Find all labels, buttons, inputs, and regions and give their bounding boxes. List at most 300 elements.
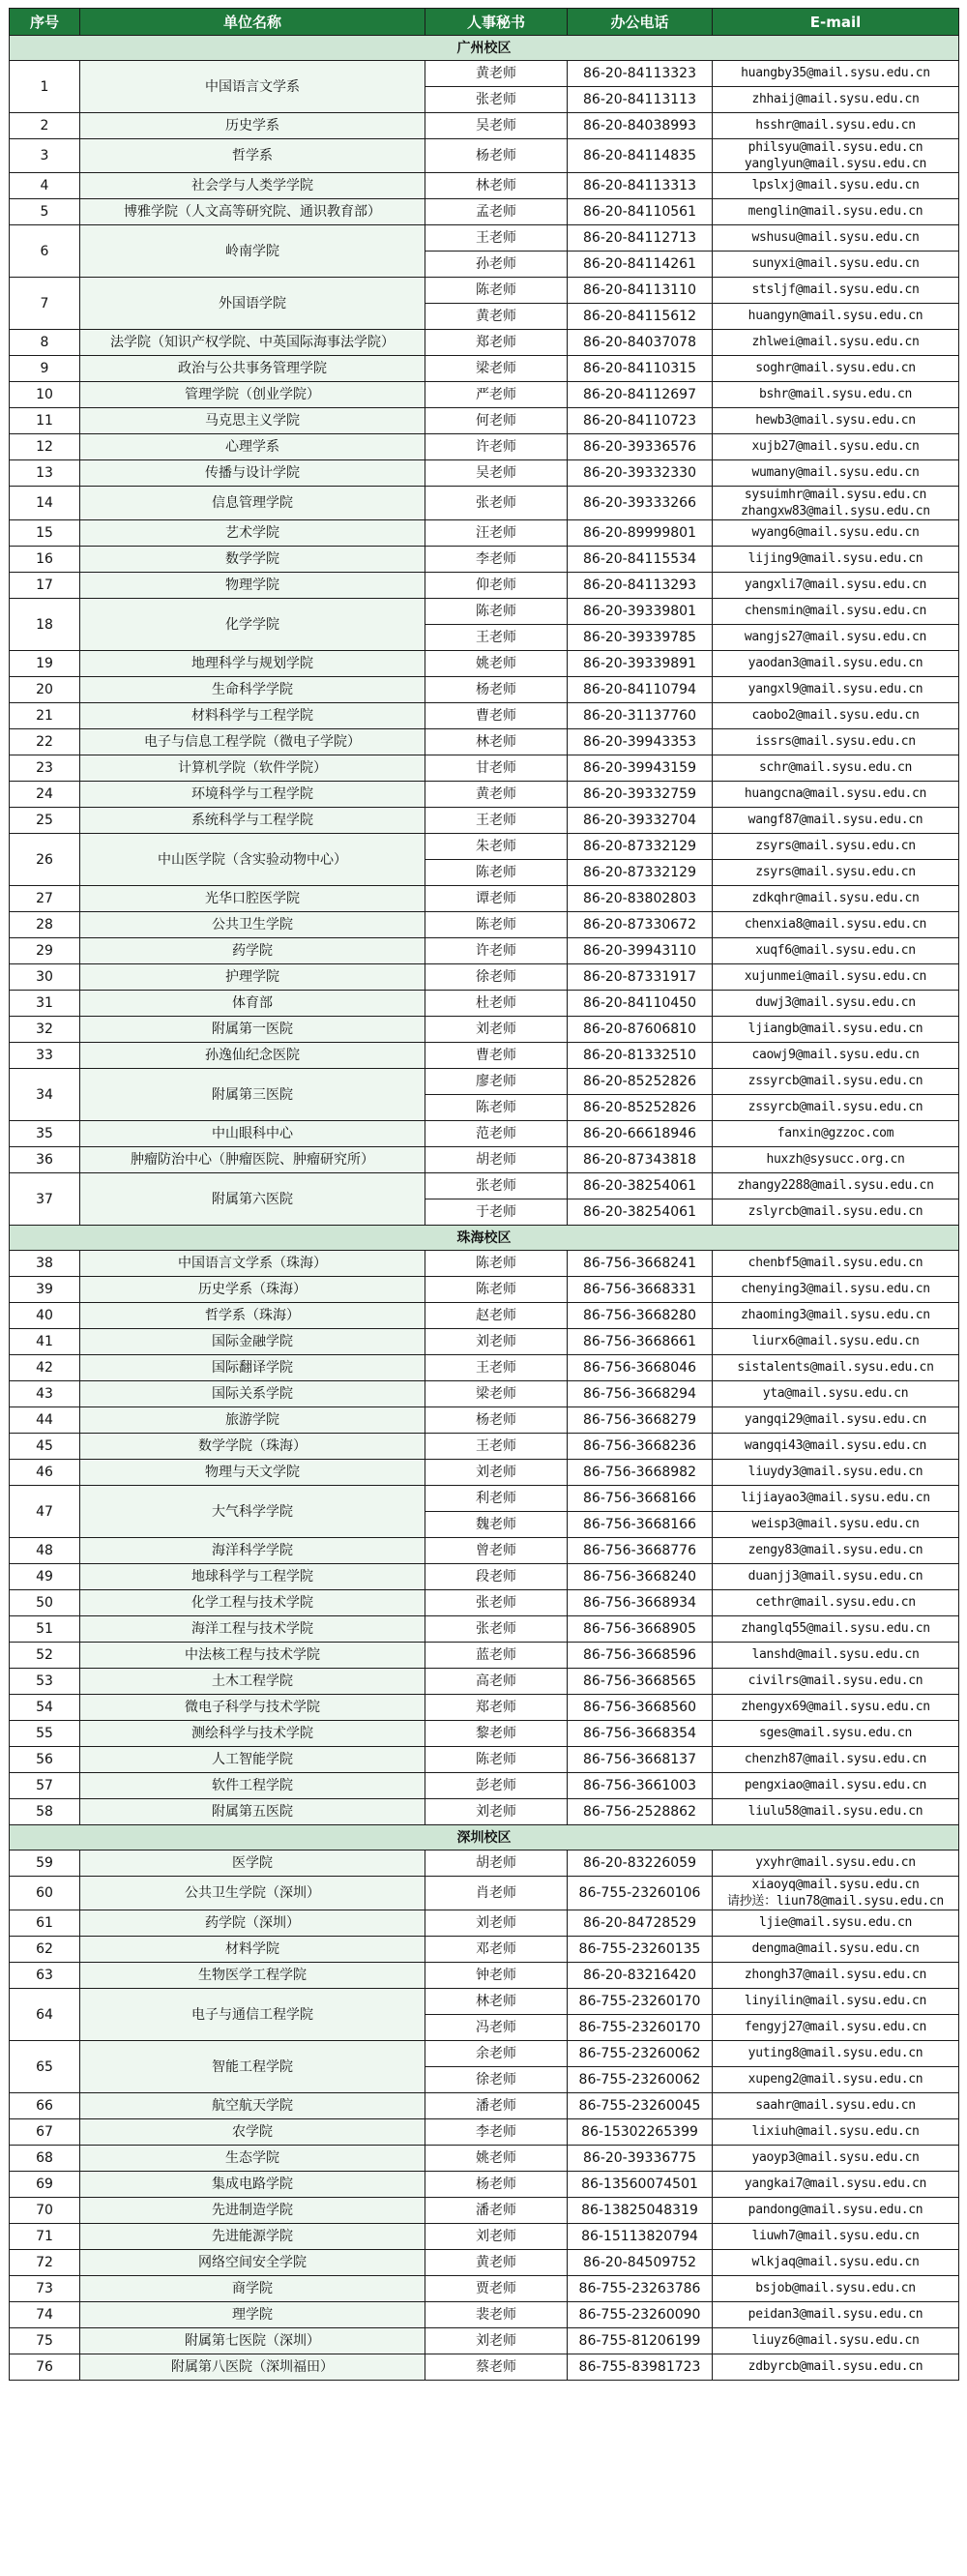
office-phone: 86-756-3668166 bbox=[568, 1512, 713, 1538]
email-address[interactable]: issrs@mail.sysu.edu.cn bbox=[713, 729, 959, 755]
hr-secretary: 刘老师 bbox=[425, 1799, 568, 1825]
row-number: 64 bbox=[10, 1989, 80, 2041]
unit-name: 商学院 bbox=[80, 2276, 425, 2302]
hr-secretary: 钟老师 bbox=[425, 1963, 568, 1989]
email-address[interactable]: lixiuh@mail.sysu.edu.cn bbox=[713, 2119, 959, 2146]
email-address[interactable]: wumany@mail.sysu.edu.cn bbox=[713, 460, 959, 487]
email-address[interactable]: zhaoming3@mail.sysu.edu.cn bbox=[713, 1303, 959, 1329]
unit-name: 哲学系（珠海） bbox=[80, 1303, 425, 1329]
email-address[interactable]: hsshr@mail.sysu.edu.cn bbox=[713, 113, 959, 139]
table-row bbox=[10, 1989, 959, 2015]
office-phone: 86-756-2528862 bbox=[568, 1799, 713, 1825]
email-address[interactable]: liuydy3@mail.sysu.edu.cn bbox=[713, 1460, 959, 1486]
email-address[interactable]: huangcna@mail.sysu.edu.cn bbox=[713, 782, 959, 808]
email-address[interactable]: chenxia8@mail.sysu.edu.cn bbox=[713, 912, 959, 938]
email-address[interactable]: lpslxj@mail.sysu.edu.cn bbox=[713, 173, 959, 199]
office-phone: 86-756-3668166 bbox=[568, 1486, 713, 1512]
row-number: 58 bbox=[10, 1799, 80, 1825]
office-phone: 86-756-3668560 bbox=[568, 1695, 713, 1721]
table-row bbox=[10, 460, 959, 487]
table-row bbox=[10, 2224, 959, 2250]
table-row bbox=[10, 1017, 959, 1043]
office-phone: 86-756-3668240 bbox=[568, 1564, 713, 1590]
email-address[interactable]: saahr@mail.sysu.edu.cn bbox=[713, 2093, 959, 2119]
hr-secretary: 林老师 bbox=[425, 1989, 568, 2015]
hr-secretary: 陈老师 bbox=[425, 912, 568, 938]
email-address-line: yanglyun@mail.sysu.edu.cn bbox=[744, 157, 927, 171]
email-address[interactable]: hewb3@mail.sysu.edu.cn bbox=[713, 408, 959, 434]
email-address[interactable]: yangkai7@mail.sysu.edu.cn bbox=[713, 2172, 959, 2198]
row-number: 2 bbox=[10, 113, 80, 139]
office-phone: 86-20-87332129 bbox=[568, 860, 713, 886]
email-address[interactable]: zhhaij@mail.sysu.edu.cn bbox=[713, 87, 959, 113]
unit-name: 环境科学与工程学院 bbox=[80, 782, 425, 808]
row-number: 42 bbox=[10, 1355, 80, 1381]
header-email: E-mail bbox=[713, 9, 959, 36]
hr-secretary: 郑老师 bbox=[425, 1695, 568, 1721]
row-number: 55 bbox=[10, 1721, 80, 1747]
unit-name: 管理学院（创业学院） bbox=[80, 382, 425, 408]
contacts-table bbox=[9, 8, 959, 2381]
row-number: 17 bbox=[10, 573, 80, 599]
table-row bbox=[10, 886, 959, 912]
email-address[interactable]: peidan3@mail.sysu.edu.cn bbox=[713, 2302, 959, 2328]
table-row bbox=[10, 1851, 959, 1877]
office-phone: 86-20-84115612 bbox=[568, 304, 713, 330]
email-address[interactable]: lijing9@mail.sysu.edu.cn bbox=[713, 547, 959, 573]
office-phone: 86-20-83802803 bbox=[568, 886, 713, 912]
email-address[interactable]: zhengyx69@mail.sysu.edu.cn bbox=[713, 1695, 959, 1721]
email-address[interactable]: fanxin@gzzoc.com bbox=[713, 1121, 959, 1147]
unit-name: 材料科学与工程学院 bbox=[80, 703, 425, 729]
hr-secretary: 刘老师 bbox=[425, 1329, 568, 1355]
office-phone: 86-20-38254061 bbox=[568, 1199, 713, 1226]
table-row bbox=[10, 2146, 959, 2172]
email-address[interactable]: wshusu@mail.sysu.edu.cn bbox=[713, 225, 959, 252]
hr-secretary: 王老师 bbox=[425, 1434, 568, 1460]
email-address[interactable]: zhanglq55@mail.sysu.edu.cn bbox=[713, 1616, 959, 1643]
hr-secretary: 刘老师 bbox=[425, 2224, 568, 2250]
table-row bbox=[10, 703, 959, 729]
email-address[interactable]: huangby35@mail.sysu.edu.cn bbox=[713, 61, 959, 87]
email-address[interactable]: liulu58@mail.sysu.edu.cn bbox=[713, 1799, 959, 1825]
hr-secretary: 吴老师 bbox=[425, 460, 568, 487]
hr-secretary: 陈老师 bbox=[425, 1251, 568, 1277]
table-row bbox=[10, 173, 959, 199]
unit-name: 国际金融学院 bbox=[80, 1329, 425, 1355]
office-phone: 86-20-87331917 bbox=[568, 964, 713, 991]
office-phone: 86-756-3661003 bbox=[568, 1773, 713, 1799]
email-address[interactable]: wangqi43@mail.sysu.edu.cn bbox=[713, 1434, 959, 1460]
unit-name: 孙逸仙纪念医院 bbox=[80, 1043, 425, 1069]
header-no: 序号 bbox=[10, 9, 80, 36]
email-address[interactable]: caobo2@mail.sysu.edu.cn bbox=[713, 703, 959, 729]
hr-secretary: 杜老师 bbox=[425, 991, 568, 1017]
row-number: 70 bbox=[10, 2198, 80, 2224]
email-address[interactable]: zengy83@mail.sysu.edu.cn bbox=[713, 1538, 959, 1564]
hr-secretary: 胡老师 bbox=[425, 1147, 568, 1173]
table-row bbox=[10, 1937, 959, 1963]
table-row bbox=[10, 1747, 959, 1773]
row-number: 60 bbox=[10, 1877, 80, 1910]
unit-name: 中国语言文学系 bbox=[80, 61, 425, 113]
email-address-line: 请抄送：liun78@mail.sysu.edu.cn bbox=[727, 1894, 944, 1909]
table-row bbox=[10, 2198, 959, 2224]
office-phone: 86-755-83981723 bbox=[568, 2354, 713, 2381]
table-row bbox=[10, 573, 959, 599]
hr-secretary: 曹老师 bbox=[425, 703, 568, 729]
unit-name: 土木工程学院 bbox=[80, 1669, 425, 1695]
row-number: 26 bbox=[10, 834, 80, 886]
office-phone: 86-20-84113313 bbox=[568, 173, 713, 199]
table-row bbox=[10, 755, 959, 782]
section-row bbox=[10, 1825, 959, 1851]
email-address[interactable]: yaodan3@mail.sysu.edu.cn bbox=[713, 651, 959, 677]
unit-name: 历史学系 bbox=[80, 113, 425, 139]
email-address[interactable]: zhongh37@mail.sysu.edu.cn bbox=[713, 1963, 959, 1989]
hr-secretary: 王老师 bbox=[425, 1355, 568, 1381]
email-address[interactable]: stsljf@mail.sysu.edu.cn bbox=[713, 278, 959, 304]
email-address[interactable]: pengxiao@mail.sysu.edu.cn bbox=[713, 1773, 959, 1799]
email-address[interactable]: liurx6@mail.sysu.edu.cn bbox=[713, 1329, 959, 1355]
hr-secretary: 黄老师 bbox=[425, 304, 568, 330]
table-row bbox=[10, 677, 959, 703]
row-number: 73 bbox=[10, 2276, 80, 2302]
office-phone: 86-20-85252826 bbox=[568, 1095, 713, 1121]
email-address[interactable]: schr@mail.sysu.edu.cn bbox=[713, 755, 959, 782]
hr-secretary: 孟老师 bbox=[425, 199, 568, 225]
email-address[interactable]: ljiangb@mail.sysu.edu.cn bbox=[713, 1017, 959, 1043]
hr-secretary: 曹老师 bbox=[425, 1043, 568, 1069]
row-number: 34 bbox=[10, 1069, 80, 1121]
table-row bbox=[10, 330, 959, 356]
email-address[interactable]: yta@mail.sysu.edu.cn bbox=[713, 1381, 959, 1407]
office-phone: 86-755-23260170 bbox=[568, 2015, 713, 2041]
row-number: 57 bbox=[10, 1773, 80, 1799]
unit-name: 岭南学院 bbox=[80, 225, 425, 278]
hr-secretary: 甘老师 bbox=[425, 755, 568, 782]
email-address[interactable]: zssyrcb@mail.sysu.edu.cn bbox=[713, 1095, 959, 1121]
row-number: 8 bbox=[10, 330, 80, 356]
hr-secretary: 蔡老师 bbox=[425, 2354, 568, 2381]
hr-secretary: 利老师 bbox=[425, 1486, 568, 1512]
row-number: 25 bbox=[10, 808, 80, 834]
email-address[interactable]: caowj9@mail.sysu.edu.cn bbox=[713, 1043, 959, 1069]
row-number: 51 bbox=[10, 1616, 80, 1643]
email-address[interactable]: sges@mail.sysu.edu.cn bbox=[713, 1721, 959, 1747]
hr-secretary: 吴老师 bbox=[425, 113, 568, 139]
section-row bbox=[10, 1226, 959, 1251]
row-number: 29 bbox=[10, 938, 80, 964]
email-address[interactable]: duanjj3@mail.sysu.edu.cn bbox=[713, 1564, 959, 1590]
table-row bbox=[10, 2276, 959, 2302]
email-address[interactable] bbox=[713, 139, 959, 173]
office-phone: 86-756-3668776 bbox=[568, 1538, 713, 1564]
table-row bbox=[10, 2172, 959, 2198]
email-address[interactable]: soghr@mail.sysu.edu.cn bbox=[713, 356, 959, 382]
row-number: 27 bbox=[10, 886, 80, 912]
email-address[interactable]: liuyz6@mail.sysu.edu.cn bbox=[713, 2328, 959, 2354]
row-number: 54 bbox=[10, 1695, 80, 1721]
email-address[interactable]: xujunmei@mail.sysu.edu.cn bbox=[713, 964, 959, 991]
email-address[interactable]: linyilin@mail.sysu.edu.cn bbox=[713, 1989, 959, 2015]
office-phone: 86-756-3668982 bbox=[568, 1460, 713, 1486]
office-phone: 86-20-85252826 bbox=[568, 1069, 713, 1095]
hr-secretary: 黄老师 bbox=[425, 782, 568, 808]
email-address[interactable]: ljie@mail.sysu.edu.cn bbox=[713, 1910, 959, 1937]
office-phone: 86-755-23260062 bbox=[568, 2067, 713, 2093]
row-number: 19 bbox=[10, 651, 80, 677]
table-row bbox=[10, 487, 959, 520]
hr-secretary: 杨老师 bbox=[425, 139, 568, 173]
email-address[interactable]: zsyrs@mail.sysu.edu.cn bbox=[713, 834, 959, 860]
hr-secretary: 潘老师 bbox=[425, 2198, 568, 2224]
header-office-phone: 办公电话 bbox=[568, 9, 713, 36]
office-phone: 86-20-39339785 bbox=[568, 625, 713, 651]
office-phone: 86-20-66618946 bbox=[568, 1121, 713, 1147]
row-number: 33 bbox=[10, 1043, 80, 1069]
unit-name: 数学学院 bbox=[80, 547, 425, 573]
table-row bbox=[10, 912, 959, 938]
email-address[interactable] bbox=[713, 487, 959, 520]
office-phone: 86-20-84114261 bbox=[568, 252, 713, 278]
hr-secretary: 王老师 bbox=[425, 225, 568, 252]
row-number: 38 bbox=[10, 1251, 80, 1277]
office-phone: 86-20-89999801 bbox=[568, 520, 713, 547]
email-address[interactable]: chenying3@mail.sysu.edu.cn bbox=[713, 1277, 959, 1303]
email-address[interactable]: cethr@mail.sysu.edu.cn bbox=[713, 1590, 959, 1616]
office-phone: 86-20-84509752 bbox=[568, 2250, 713, 2276]
office-phone: 86-20-39943353 bbox=[568, 729, 713, 755]
email-address[interactable]: wangjs27@mail.sysu.edu.cn bbox=[713, 625, 959, 651]
unit-name: 附属第八医院（深圳福田） bbox=[80, 2354, 425, 2381]
email-address[interactable]: xuqf6@mail.sysu.edu.cn bbox=[713, 938, 959, 964]
email-address[interactable]: huxzh@sysucc.org.cn bbox=[713, 1147, 959, 1173]
email-address[interactable]: menglin@mail.sysu.edu.cn bbox=[713, 199, 959, 225]
hr-secretary: 曾老师 bbox=[425, 1538, 568, 1564]
unit-name: 大气科学学院 bbox=[80, 1486, 425, 1538]
email-address[interactable]: chensmin@mail.sysu.edu.cn bbox=[713, 599, 959, 625]
hr-secretary: 姚老师 bbox=[425, 2146, 568, 2172]
row-number: 18 bbox=[10, 599, 80, 651]
table-row bbox=[10, 2328, 959, 2354]
office-phone: 86-756-3668280 bbox=[568, 1303, 713, 1329]
email-address[interactable]: zsyrs@mail.sysu.edu.cn bbox=[713, 860, 959, 886]
unit-name: 法学院（知识产权学院、中英国际海事法学院） bbox=[80, 330, 425, 356]
unit-name: 附属第五医院 bbox=[80, 1799, 425, 1825]
email-address[interactable]: bsjob@mail.sysu.edu.cn bbox=[713, 2276, 959, 2302]
row-number: 66 bbox=[10, 2093, 80, 2119]
hr-secretary: 邓老师 bbox=[425, 1937, 568, 1963]
email-address[interactable]: zdbyrcb@mail.sysu.edu.cn bbox=[713, 2354, 959, 2381]
row-number: 75 bbox=[10, 2328, 80, 2354]
table-body bbox=[10, 36, 959, 2381]
table-row bbox=[10, 599, 959, 625]
unit-name: 肿瘤防治中心（肿瘤医院、肿瘤研究所） bbox=[80, 1147, 425, 1173]
hr-secretary: 陈老师 bbox=[425, 1277, 568, 1303]
hr-secretary: 范老师 bbox=[425, 1121, 568, 1147]
hr-secretary: 黄老师 bbox=[425, 2250, 568, 2276]
email-address[interactable]: pandong@mail.sysu.edu.cn bbox=[713, 2198, 959, 2224]
email-address[interactable]: sunyxi@mail.sysu.edu.cn bbox=[713, 252, 959, 278]
table-row bbox=[10, 1434, 959, 1460]
section-row bbox=[10, 36, 959, 61]
office-phone: 86-20-84114835 bbox=[568, 139, 713, 173]
row-number: 61 bbox=[10, 1910, 80, 1937]
office-phone: 86-755-23260106 bbox=[568, 1877, 713, 1910]
office-phone: 86-20-83216420 bbox=[568, 1963, 713, 1989]
email-address[interactable] bbox=[713, 1877, 959, 1910]
email-address[interactable]: zdkqhr@mail.sysu.edu.cn bbox=[713, 886, 959, 912]
email-address[interactable]: huangyn@mail.sysu.edu.cn bbox=[713, 304, 959, 330]
row-number: 43 bbox=[10, 1381, 80, 1407]
unit-name: 附属第三医院 bbox=[80, 1069, 425, 1121]
hr-secretary: 汪老师 bbox=[425, 520, 568, 547]
office-phone: 86-756-3668354 bbox=[568, 1721, 713, 1747]
hr-secretary: 徐老师 bbox=[425, 964, 568, 991]
office-phone: 86-756-3668236 bbox=[568, 1434, 713, 1460]
unit-name: 光华口腔医学院 bbox=[80, 886, 425, 912]
unit-name: 先进制造学院 bbox=[80, 2198, 425, 2224]
unit-name: 海洋工程与技术学院 bbox=[80, 1616, 425, 1643]
email-address[interactable]: dengma@mail.sysu.edu.cn bbox=[713, 1937, 959, 1963]
office-phone: 86-755-23260062 bbox=[568, 2041, 713, 2067]
unit-name: 农学院 bbox=[80, 2119, 425, 2146]
unit-name: 药学院（深圳） bbox=[80, 1910, 425, 1937]
unit-name: 人工智能学院 bbox=[80, 1747, 425, 1773]
unit-name: 药学院 bbox=[80, 938, 425, 964]
email-address-line: sysuimhr@mail.sysu.edu.cn bbox=[744, 488, 927, 502]
unit-name: 附属第一医院 bbox=[80, 1017, 425, 1043]
table-row bbox=[10, 1460, 959, 1486]
row-number: 30 bbox=[10, 964, 80, 991]
table-row bbox=[10, 2093, 959, 2119]
row-number: 35 bbox=[10, 1121, 80, 1147]
header-row bbox=[10, 9, 959, 36]
unit-name: 理学院 bbox=[80, 2302, 425, 2328]
email-address[interactable]: yangxli7@mail.sysu.edu.cn bbox=[713, 573, 959, 599]
hr-secretary: 林老师 bbox=[425, 173, 568, 199]
row-number: 23 bbox=[10, 755, 80, 782]
row-number: 3 bbox=[10, 139, 80, 173]
office-phone: 86-20-84728529 bbox=[568, 1910, 713, 1937]
section-title: 珠海校区 bbox=[10, 1226, 959, 1251]
email-address[interactable]: fengyj27@mail.sysu.edu.cn bbox=[713, 2015, 959, 2041]
unit-name: 哲学系 bbox=[80, 139, 425, 173]
unit-name: 公共卫生学院（深圳） bbox=[80, 1877, 425, 1910]
email-address[interactable]: chenbf5@mail.sysu.edu.cn bbox=[713, 1251, 959, 1277]
email-address[interactable]: liuwh7@mail.sysu.edu.cn bbox=[713, 2224, 959, 2250]
section-title: 广州校区 bbox=[10, 36, 959, 61]
table-row bbox=[10, 2119, 959, 2146]
hr-secretary: 陈老师 bbox=[425, 599, 568, 625]
email-address[interactable]: yuting8@mail.sysu.edu.cn bbox=[713, 2041, 959, 2067]
unit-name: 政治与公共事务管理学院 bbox=[80, 356, 425, 382]
unit-name: 国际翻译学院 bbox=[80, 1355, 425, 1381]
hr-secretary: 刘老师 bbox=[425, 1460, 568, 1486]
email-address[interactable]: wangf87@mail.sysu.edu.cn bbox=[713, 808, 959, 834]
unit-name: 信息管理学院 bbox=[80, 487, 425, 520]
unit-name: 医学院 bbox=[80, 1851, 425, 1877]
unit-name: 社会学与人类学学院 bbox=[80, 173, 425, 199]
header-unit-name: 单位名称 bbox=[80, 9, 425, 36]
email-address[interactable]: weisp3@mail.sysu.edu.cn bbox=[713, 1512, 959, 1538]
table-header bbox=[10, 9, 959, 36]
hr-secretary: 张老师 bbox=[425, 1590, 568, 1616]
email-address[interactable]: sistalents@mail.sysu.edu.cn bbox=[713, 1355, 959, 1381]
office-phone: 86-756-3668661 bbox=[568, 1329, 713, 1355]
hr-secretary: 郑老师 bbox=[425, 330, 568, 356]
email-address[interactable]: xujb27@mail.sysu.edu.cn bbox=[713, 434, 959, 460]
email-address[interactable]: yangqi29@mail.sysu.edu.cn bbox=[713, 1407, 959, 1434]
email-address[interactable]: wyang6@mail.sysu.edu.cn bbox=[713, 520, 959, 547]
office-phone: 86-20-84110561 bbox=[568, 199, 713, 225]
row-number: 59 bbox=[10, 1851, 80, 1877]
table-row bbox=[10, 1963, 959, 1989]
office-phone: 86-756-3668905 bbox=[568, 1616, 713, 1643]
table-row bbox=[10, 1695, 959, 1721]
hr-secretary: 梁老师 bbox=[425, 1381, 568, 1407]
unit-name: 集成电路学院 bbox=[80, 2172, 425, 2198]
table-row bbox=[10, 1173, 959, 1199]
email-address[interactable]: duwj3@mail.sysu.edu.cn bbox=[713, 991, 959, 1017]
table-row bbox=[10, 1643, 959, 1669]
email-address[interactable]: lijiayao3@mail.sysu.edu.cn bbox=[713, 1486, 959, 1512]
table-row bbox=[10, 113, 959, 139]
office-phone: 86-756-3668565 bbox=[568, 1669, 713, 1695]
table-row bbox=[10, 434, 959, 460]
email-address-line: xiaoyq@mail.sysu.edu.cn bbox=[751, 1878, 920, 1892]
email-address[interactable]: zssyrcb@mail.sysu.edu.cn bbox=[713, 1069, 959, 1095]
email-address[interactable]: yangxl9@mail.sysu.edu.cn bbox=[713, 677, 959, 703]
unit-name: 电子与信息工程学院（微电子学院） bbox=[80, 729, 425, 755]
unit-name: 生物医学工程学院 bbox=[80, 1963, 425, 1989]
hr-secretary: 李老师 bbox=[425, 2119, 568, 2146]
table-row bbox=[10, 729, 959, 755]
row-number: 45 bbox=[10, 1434, 80, 1460]
hr-secretary: 潘老师 bbox=[425, 2093, 568, 2119]
email-address[interactable]: yxyhr@mail.sysu.edu.cn bbox=[713, 1851, 959, 1877]
email-address[interactable]: yaoyp3@mail.sysu.edu.cn bbox=[713, 2146, 959, 2172]
email-address[interactable]: zslyrcb@mail.sysu.edu.cn bbox=[713, 1199, 959, 1226]
hr-secretary: 张老师 bbox=[425, 1616, 568, 1643]
row-number: 7 bbox=[10, 278, 80, 330]
table-row bbox=[10, 964, 959, 991]
email-address-line: zhangxw83@mail.sysu.edu.cn bbox=[741, 504, 930, 518]
office-phone: 86-755-81206199 bbox=[568, 2328, 713, 2354]
unit-name: 化学学院 bbox=[80, 599, 425, 651]
email-address[interactable]: chenzh87@mail.sysu.edu.cn bbox=[713, 1747, 959, 1773]
email-address[interactable]: wlkjaq@mail.sysu.edu.cn bbox=[713, 2250, 959, 2276]
email-address[interactable]: civilrs@mail.sysu.edu.cn bbox=[713, 1669, 959, 1695]
row-number: 41 bbox=[10, 1329, 80, 1355]
email-address[interactable]: lanshd@mail.sysu.edu.cn bbox=[713, 1643, 959, 1669]
email-address[interactable]: zhlwei@mail.sysu.edu.cn bbox=[713, 330, 959, 356]
office-phone: 86-756-3668137 bbox=[568, 1747, 713, 1773]
office-phone: 86-20-87330672 bbox=[568, 912, 713, 938]
unit-name: 体育部 bbox=[80, 991, 425, 1017]
section-title: 深圳校区 bbox=[10, 1825, 959, 1851]
table-row bbox=[10, 1564, 959, 1590]
row-number: 12 bbox=[10, 434, 80, 460]
unit-name: 生态学院 bbox=[80, 2146, 425, 2172]
email-address[interactable]: xupeng2@mail.sysu.edu.cn bbox=[713, 2067, 959, 2093]
email-address[interactable]: bshr@mail.sysu.edu.cn bbox=[713, 382, 959, 408]
unit-name: 计算机学院（软件学院） bbox=[80, 755, 425, 782]
office-phone: 86-20-31137760 bbox=[568, 703, 713, 729]
office-phone: 86-20-39943110 bbox=[568, 938, 713, 964]
email-address[interactable]: zhangy2288@mail.sysu.edu.cn bbox=[713, 1173, 959, 1199]
